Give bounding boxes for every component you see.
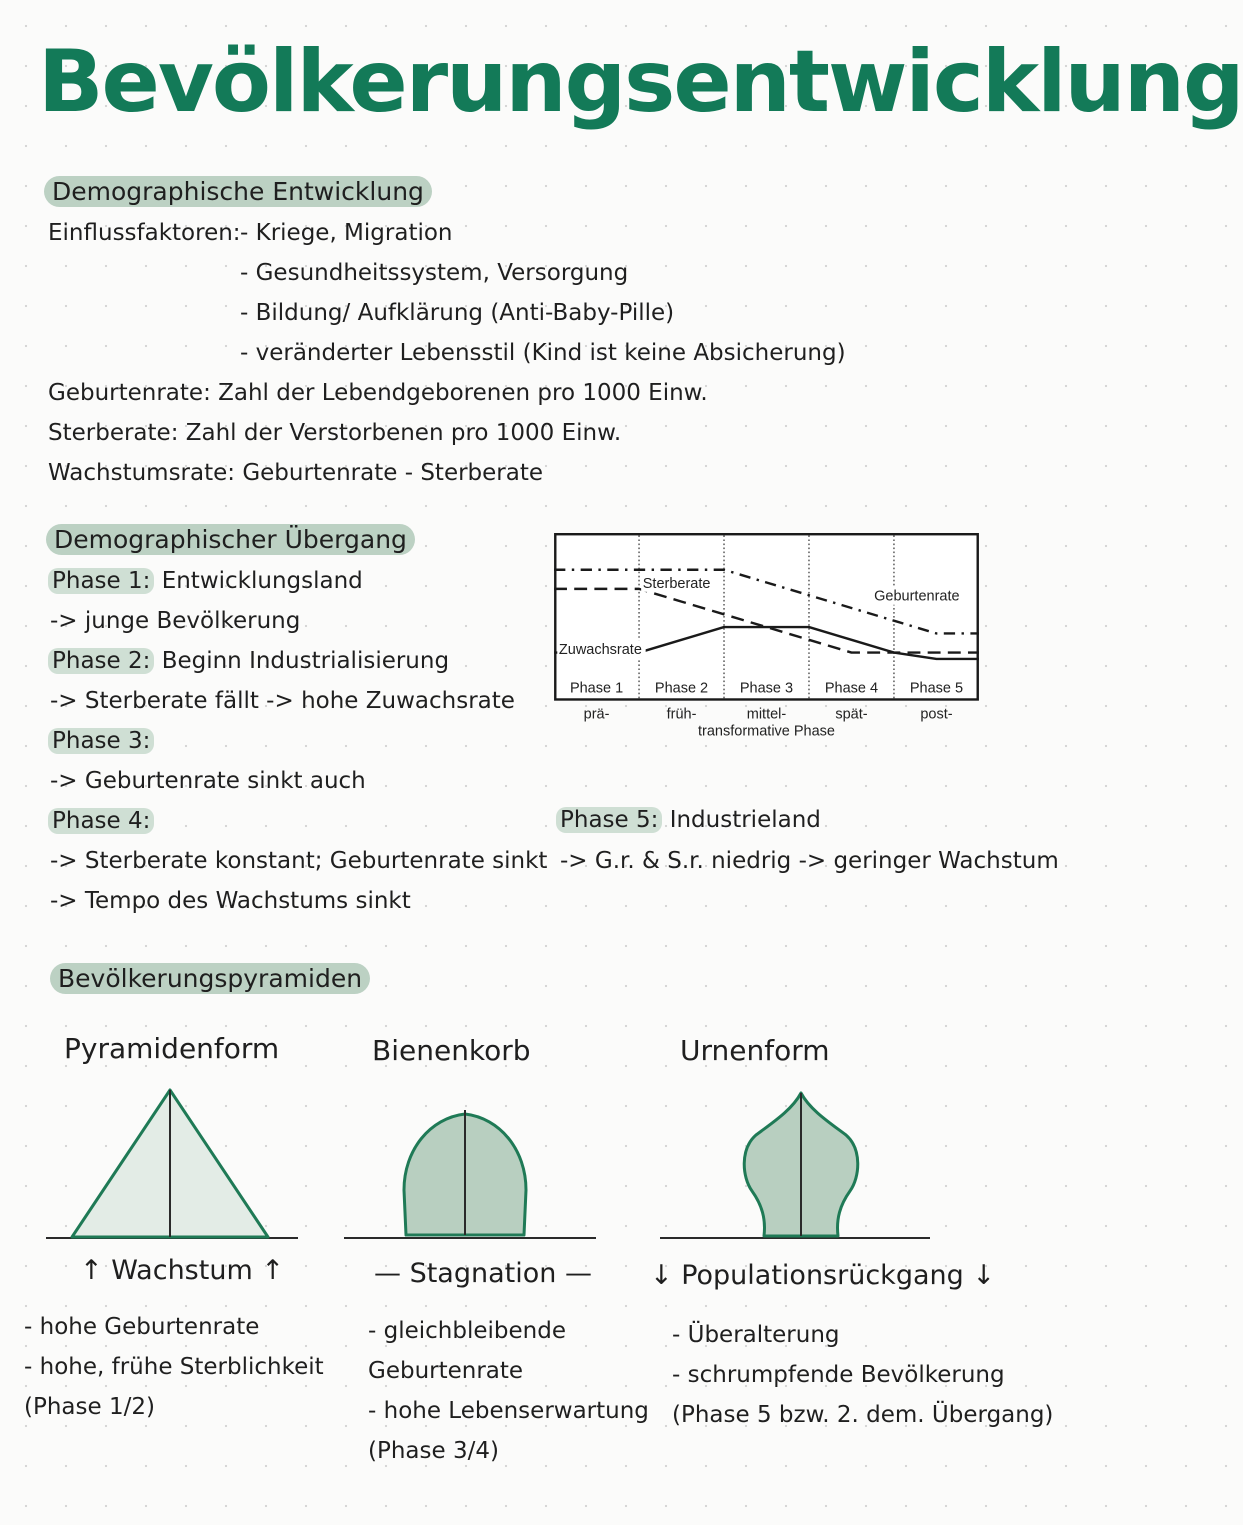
phase-axis-label: Phase 2 xyxy=(654,680,709,697)
urn-note: - schrumpfende Bevölkerung xyxy=(672,1362,1005,1388)
urn-title: Urnenform xyxy=(680,1034,830,1067)
urn-note: - Überalterung xyxy=(672,1322,840,1348)
pyramid-note: - hohe Geburtenrate xyxy=(24,1314,260,1340)
phase-axis-label: Phase 1 xyxy=(569,680,624,697)
phase-type-label: post- xyxy=(920,706,953,723)
einfluss-item: - Kriege, Migration xyxy=(240,220,453,246)
phase-4-label: Phase 4: xyxy=(48,808,154,834)
series-label-sterberate: Sterberate xyxy=(642,575,711,592)
phase-axis-label: Phase 5 xyxy=(909,680,964,697)
einfluss-item: - veränderter Lebensstil (Kind ist keine Absicherung) xyxy=(240,340,846,366)
section-heading-demographie: Demographische Entwicklung xyxy=(44,176,432,207)
phase-5-note: -> G.r. & S.r. niedrig -> geringer Wachstum xyxy=(560,848,1059,874)
urn-shape-icon xyxy=(660,1085,940,1245)
phase-4-note: -> Tempo des Wachstums sinkt xyxy=(50,888,411,914)
phase-axis-label: Phase 3 xyxy=(739,680,794,697)
beehive-note: Geburtenrate xyxy=(368,1358,524,1384)
phase-type-label: prä- xyxy=(583,706,610,723)
definition-wachstumsrate: Wachstumsrate: Geburtenrate - Sterberate xyxy=(48,460,544,486)
demographic-transition-chart xyxy=(503,533,1030,741)
beehive-shape-icon xyxy=(340,1100,600,1250)
phase-5-text: Industrieland xyxy=(669,807,821,833)
definition-geburtenrate: Geburtenrate: Zahl der Lebendgeborenen pro 1000 Einw. xyxy=(48,380,708,406)
pyramid-note: - hohe, frühe Sterblichkeit xyxy=(24,1354,324,1380)
beehive-note: - gleichbleibende xyxy=(368,1318,566,1344)
phase-2-label: Phase 2: xyxy=(48,648,154,674)
beehive-note: - hohe Lebenserwartung xyxy=(368,1398,649,1424)
series-label-zuwachsrate: Zuwachsrate xyxy=(558,641,642,658)
phase-type-label: spät- xyxy=(835,706,868,723)
phase-3-label: Phase 3: xyxy=(48,728,154,754)
beehive-note: (Phase 3/4) xyxy=(368,1438,499,1464)
einfluss-item: - Gesundheitssystem, Versorgung xyxy=(240,260,629,286)
pyramid-title: Pyramidenform xyxy=(64,1032,280,1065)
phase-1-row xyxy=(48,568,363,594)
pyramid-note: (Phase 1/2) xyxy=(24,1394,155,1420)
phase-type-label: mittel- xyxy=(746,706,787,723)
phase-2-row xyxy=(48,648,449,674)
phase-1-note: -> junge Bevölkerung xyxy=(50,608,301,634)
section-heading-pyramiden: Bevölkerungspyramiden xyxy=(50,963,370,994)
phase-3-row xyxy=(48,728,154,754)
chart-grid xyxy=(555,534,977,699)
chart-frame xyxy=(555,534,977,699)
definition-sterberate: Sterberate: Zahl der Verstorbenen pro 1000 Einw. xyxy=(48,420,622,446)
pyramid-shape-icon xyxy=(40,1080,310,1250)
section-heading-uebergang: Demographischer Übergang xyxy=(46,524,415,555)
urn-subtitle: ↓ Populationsrückgang ↓ xyxy=(650,1260,995,1291)
beehive-title: Bienenkorb xyxy=(372,1034,531,1067)
phase-2-note: -> Sterberate fällt -> hohe Zuwachsrate xyxy=(50,688,515,714)
phase-axis-label: Phase 4 xyxy=(824,680,879,697)
urn-note: (Phase 5 bzw. 2. dem. Übergang) xyxy=(672,1402,1054,1428)
phase-5-label: Phase 5: xyxy=(556,807,662,833)
phase-1-label: Phase 1: xyxy=(48,568,154,594)
phase-3-note: -> Geburtenrate sinkt auch xyxy=(50,768,366,794)
phase-5-row xyxy=(556,807,821,833)
phase-1-text: Entwicklungsland xyxy=(161,568,363,594)
einfluss-label: Einflussfaktoren: xyxy=(48,220,241,246)
series-label-geburtenrate: Geburtenrate xyxy=(874,588,960,605)
phase-4-row xyxy=(48,808,154,834)
chart-caption: transformative Phase xyxy=(697,723,836,740)
beehive-subtitle: — Stagnation — xyxy=(374,1258,592,1289)
pyramid-subtitle: ↑ Wachstum ↑ xyxy=(80,1255,284,1286)
phase-type-label: früh- xyxy=(666,706,697,723)
phase-2-text: Beginn Industrialisierung xyxy=(161,648,450,674)
einfluss-item: - Bildung/ Aufklärung (Anti-Baby-Pille) xyxy=(240,300,675,326)
phase-4-note: -> Sterberate konstant; Geburtenrate sinkt xyxy=(50,848,548,874)
page-title: Bevölkerungsentwicklung xyxy=(38,32,1243,132)
